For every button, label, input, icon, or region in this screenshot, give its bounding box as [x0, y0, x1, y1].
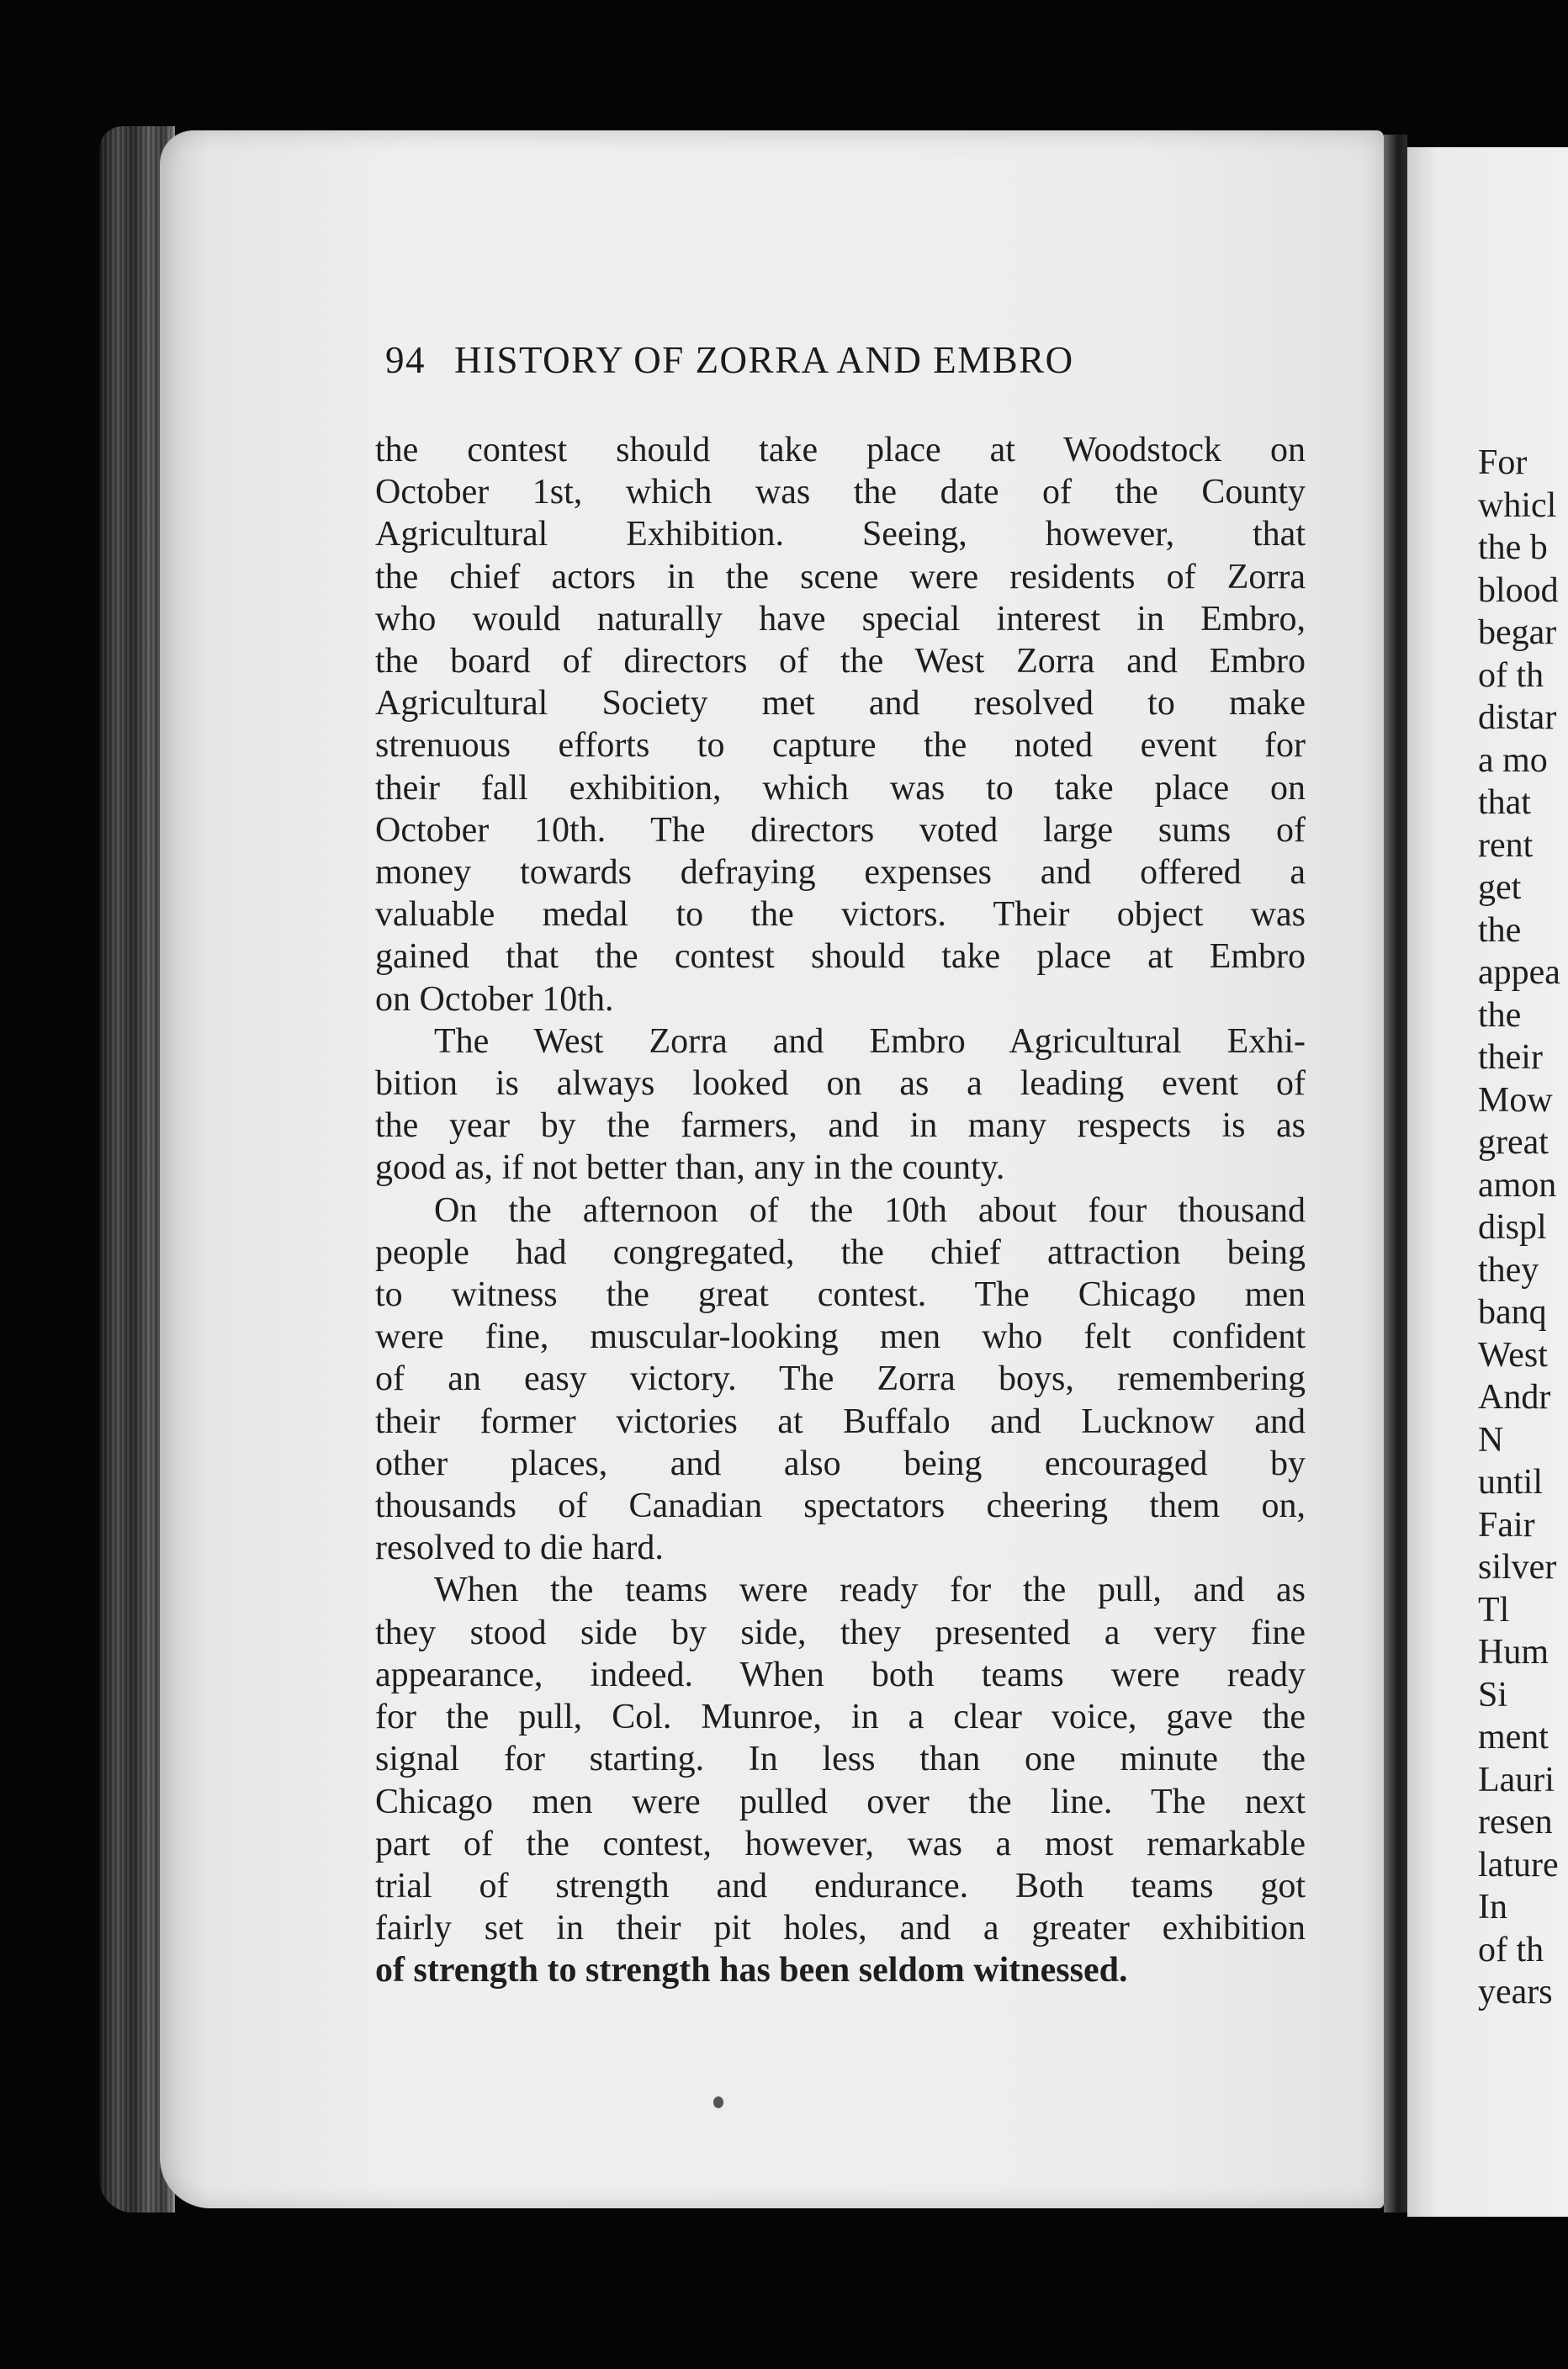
text-line-fragment: rent — [1478, 825, 1534, 865]
text-line: people had congregated, the chief attraction being — [375, 1232, 1306, 1272]
text-line-fragment: Andr — [1478, 1378, 1551, 1417]
text-line-fragment: silver — [1478, 1548, 1557, 1587]
text-line: who would naturally have special interest in Embro, — [375, 599, 1306, 639]
text-line: their former victories at Buffalo and Lucknow and — [375, 1402, 1306, 1441]
text-line-fragment: lature — [1478, 1845, 1559, 1884]
running-title: HISTORY OF ZORRA AND EMBRO — [454, 339, 1074, 381]
text-line: the year by the farmers, and in many respects is as — [375, 1106, 1306, 1146]
text-line: they stood side by side, they presented a very fine — [375, 1613, 1306, 1652]
text-line-fragment: begar — [1478, 613, 1557, 652]
text-line-fragment: until — [1478, 1463, 1544, 1502]
text-line-fragment: whicl — [1478, 485, 1557, 525]
text-line-fragment: the — [1478, 995, 1522, 1035]
text-line: of strength to strength has been seldom witnessed. — [375, 1951, 1128, 1990]
ink-speck — [713, 2096, 723, 2108]
text-line-fragment: a mo — [1478, 740, 1548, 780]
text-line-fragment: N — [1478, 1420, 1504, 1460]
text-line: good as, if not better than, any in the county. — [375, 1148, 1005, 1188]
text-line: for the pull, Col. Munroe, in a clear voice, gave the — [375, 1698, 1306, 1737]
left-page-body-text — [375, 429, 1306, 1992]
text-line-fragment: For — [1478, 443, 1528, 482]
text-line-fragment: Hum — [1478, 1633, 1549, 1672]
text-line: of an easy victory. The Zorra boys, remembering — [375, 1359, 1306, 1399]
text-line-fragment: In — [1478, 1888, 1507, 1926]
text-line-fragment: resen — [1478, 1803, 1553, 1842]
text-line: signal for starting. In less than one minute the — [375, 1740, 1306, 1779]
right-page-body-text — [1478, 442, 1568, 2014]
text-line-fragment: great — [1478, 1123, 1549, 1162]
text-line: on October 10th. — [375, 979, 614, 1019]
text-line: Agricultural Society met and resolved to make — [375, 684, 1306, 723]
text-line: the chief actors in the scene were residents of Zorra — [375, 557, 1306, 596]
text-line: strenuous efforts to capture the noted event for — [375, 726, 1306, 766]
text-line-fragment: of th — [1478, 1930, 1544, 1969]
text-line: their fall exhibition, which was to take place on — [375, 768, 1306, 808]
text-line: trial of strength and endurance. Both teams got — [375, 1866, 1306, 1905]
text-line: money towards defraying expenses and offered a — [375, 853, 1306, 893]
text-line: When the teams were ready for the pull, and as — [434, 1571, 1306, 1610]
text-line-fragment: years — [1478, 1973, 1553, 2011]
text-line-fragment: of th — [1478, 655, 1544, 695]
text-line: the board of directors of the West Zorra and Embro — [375, 642, 1306, 681]
text-line: other places, and also being encouraged by — [375, 1444, 1306, 1483]
text-line: fairly set in their pit holes, and a greater exhibition — [375, 1909, 1306, 1948]
text-line: part of the contest, however, was a most remarkable — [375, 1824, 1306, 1863]
text-line-fragment: ment — [1478, 1718, 1549, 1757]
text-line-fragment: banq — [1478, 1293, 1547, 1332]
text-line: to witness the great contest. The Chicago men — [375, 1275, 1306, 1315]
text-line-fragment: distar — [1478, 698, 1557, 737]
text-line-fragment: Tl — [1478, 1590, 1510, 1630]
text-line-fragment: amon — [1478, 1165, 1557, 1205]
text-line: Chicago men were pulled over the line. The next — [375, 1782, 1306, 1821]
text-line-fragment: get — [1478, 868, 1522, 907]
text-line: Agricultural Exhibition. Seeing, however, that — [375, 515, 1306, 554]
text-line: thousands of Canadian spectators cheering them on, — [375, 1487, 1306, 1526]
text-line: appearance, indeed. When both teams were ready — [375, 1655, 1306, 1694]
text-line-fragment: Si — [1478, 1675, 1508, 1714]
text-line: the contest should take place at Woodstock on — [375, 431, 1306, 469]
page-number: 94 — [385, 339, 426, 381]
text-line-fragment: the b — [1478, 528, 1548, 567]
text-line: were fine, muscular-looking men who felt confident — [375, 1317, 1306, 1357]
text-line-fragment: displ — [1478, 1208, 1547, 1247]
text-line-fragment: Fair — [1478, 1505, 1535, 1545]
text-line: October 1st, which was the date of the County — [375, 473, 1306, 512]
text-line-fragment: that — [1478, 783, 1531, 822]
text-line-fragment: West — [1478, 1335, 1548, 1375]
book-gutter — [1384, 135, 1407, 2213]
text-line-fragment: their — [1478, 1038, 1543, 1077]
text-line: The West Zorra and Embro Agricultural Exhi- — [434, 1021, 1306, 1061]
page-header — [385, 338, 1269, 382]
text-line: On the afternoon of the 10th about four thousand — [434, 1190, 1306, 1230]
text-line-fragment: Mow — [1478, 1080, 1553, 1120]
text-line-fragment: they — [1478, 1250, 1539, 1290]
text-line-fragment: blood — [1478, 570, 1559, 610]
text-line: bition is always looked on as a leading event of — [375, 1064, 1306, 1104]
text-line-fragment: appea — [1478, 953, 1560, 992]
text-line: gained that the contest should take place at Embro — [375, 937, 1306, 977]
text-line: October 10th. The directors voted large sums of — [375, 810, 1306, 850]
text-line-fragment: Lauri — [1478, 1760, 1555, 1799]
text-line: valuable medal to the victors. Their object was — [375, 895, 1306, 935]
text-line-fragment: the — [1478, 910, 1522, 950]
text-line: resolved to die hard. — [375, 1529, 664, 1568]
